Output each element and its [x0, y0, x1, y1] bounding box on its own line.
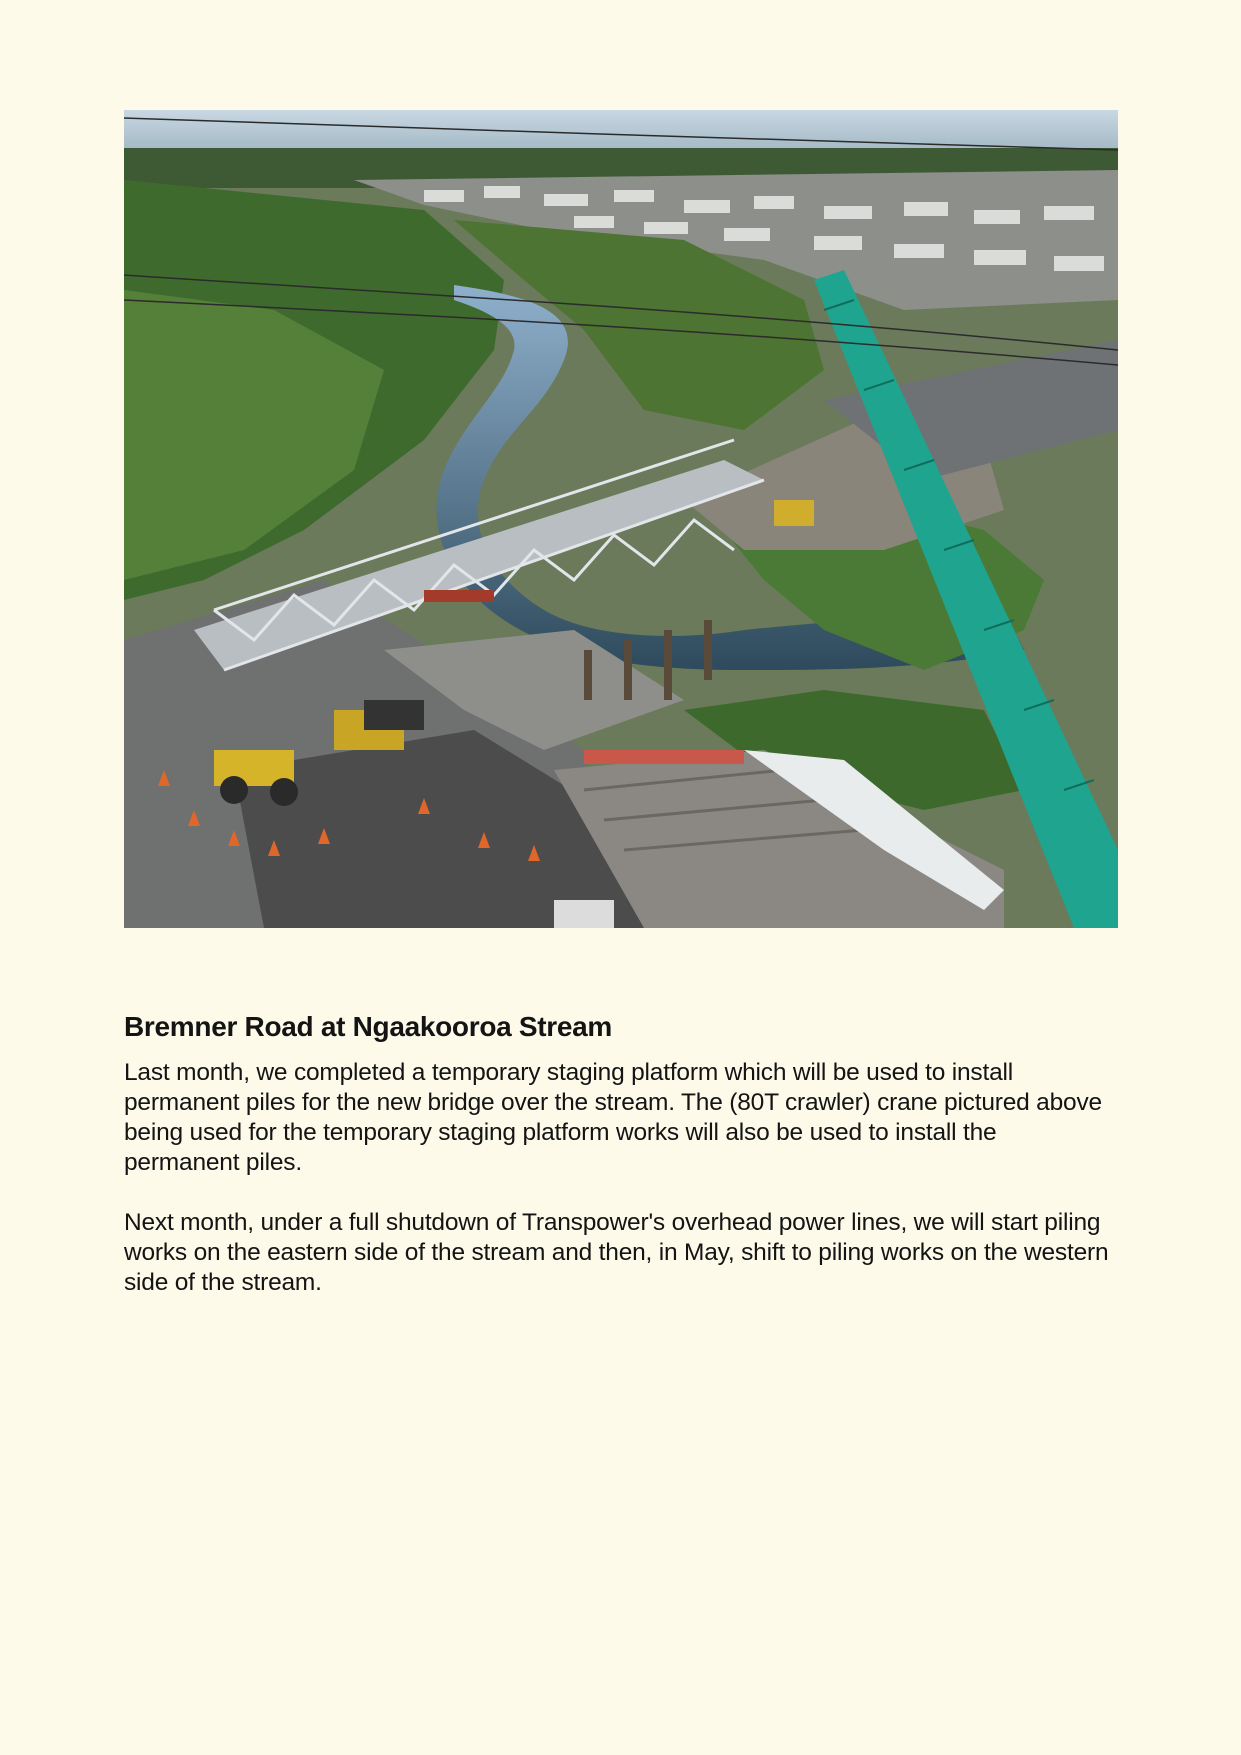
article-paragraph: Last month, we completed a temporary staging platform which will be used to install permanent piles for the new bridge over the stream. The (80T crawler) crane pictured above being used for the temporary staging platform works will also be used to install the permanent piles.	[124, 1059, 1102, 1176]
aerial-photo-illustration	[124, 110, 1118, 928]
article-heading: Bremner Road at Ngaakooroa Stream	[124, 1011, 613, 1042]
aerial-photo	[124, 110, 1118, 928]
article-paragraph: Next month, under a full shutdown of Transpower's overhead power lines, we will start piling works on the eastern side of the stream and then, in May, shift to piling works on the western side of the stream.	[124, 1209, 1109, 1296]
article	[124, 1010, 1118, 1328]
